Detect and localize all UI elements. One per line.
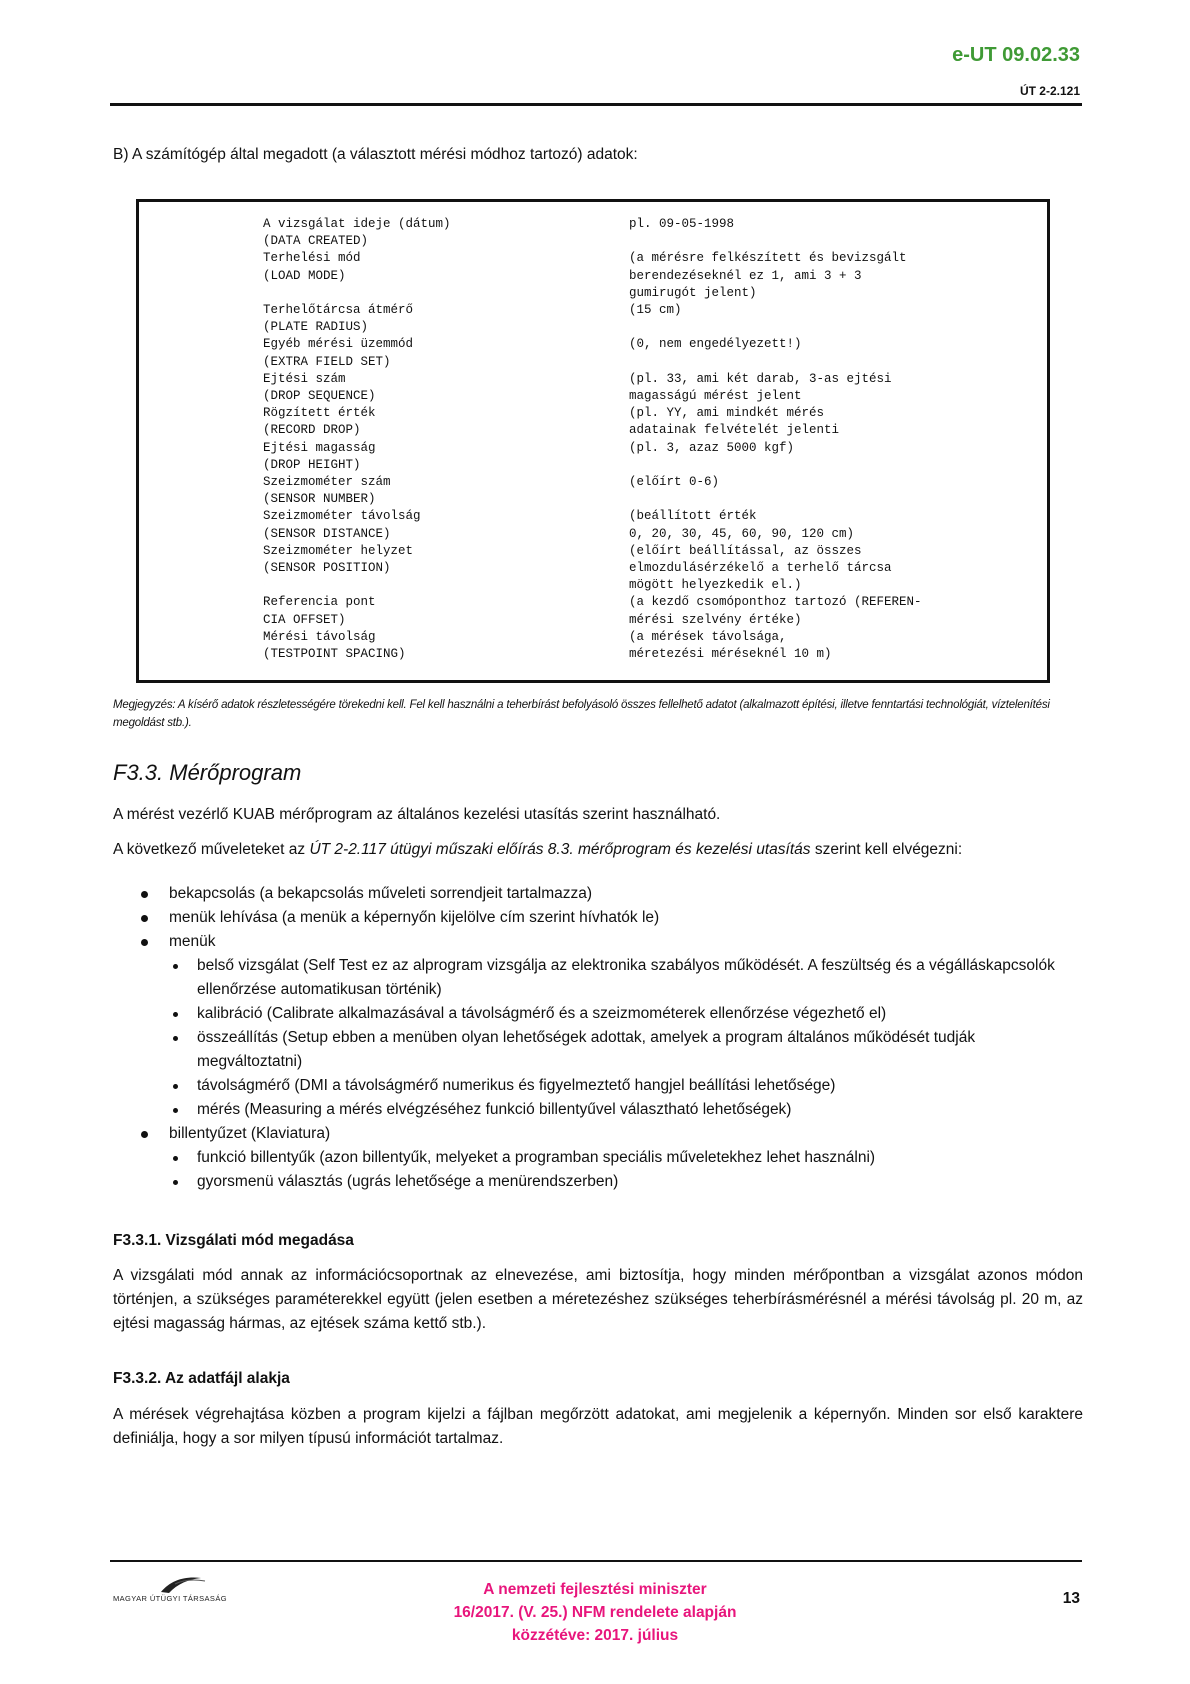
bullet-icon [141, 1131, 148, 1138]
field-name-cell: A vizsgálat ideje (dátum) [263, 217, 451, 231]
paragraph-2-after: szerint kell elvégezni: [810, 841, 963, 858]
field-value-cell: adatainak felvételét jelenti [629, 423, 840, 438]
header-divider [110, 103, 1082, 106]
list-item [113, 882, 1083, 906]
table-row [263, 371, 922, 388]
table-row [263, 285, 922, 302]
field-name-cell: Ejtési szám [263, 371, 346, 386]
table-row [263, 354, 922, 371]
list-item [113, 1122, 1083, 1194]
field-name-cell: Terhelőtárcsa átmérő [263, 303, 414, 318]
menu-sublist [169, 954, 1083, 1122]
paragraph-2 [113, 838, 1083, 862]
page-number: 13 [1062, 1590, 1080, 1607]
field-name-cell: (EXTRA FIELD SET) [263, 354, 391, 369]
paragraph-2-before: A következő műveleteket az [113, 841, 310, 858]
standard-number: ÚT 2-2.121 [1019, 84, 1080, 98]
field-name-cell: Ejtési magasság [263, 440, 376, 455]
sublist-item [169, 1002, 1083, 1026]
field-value-cell: (előírt 0-6) [629, 475, 720, 490]
field-name-cell: Egyéb mérési üzemmód [263, 337, 414, 352]
field-name-cell: CIA OFFSET) [263, 612, 346, 627]
field-value-cell [629, 457, 922, 474]
bullet-icon [173, 1084, 178, 1089]
publication-line-1: A nemzeti fejlesztési miniszter [483, 1581, 707, 1598]
field-name-cell: Terhelési mód [263, 251, 361, 266]
intro-text: B) A számítógép által megadott (a választott mérési módhoz tartozó) adatok: [113, 146, 638, 163]
sublist-item [169, 1146, 1083, 1170]
field-value-cell: mérési szelvény értéke) [629, 612, 802, 627]
table-row [263, 319, 922, 336]
sublist-item [169, 954, 1083, 1002]
subsection-text-1: A vizsgálati mód annak az információcsoportnak az elnevezése, ami biztosítja, hogy minden mérőpontban a vizsgálat azonos módon történjen, a szükséges paraméterekkel együtt (jelen esetben a méretezéshez szükséges teherbírásmérésnél a mérési távolság pl. 20 m, az ejtési magasság hármas, az ejtések száma kettő stb.). [113, 1267, 1083, 1332]
field-value-cell [629, 233, 922, 250]
section-title: F3.3. Mérőprogram [113, 760, 302, 785]
table-row [263, 422, 922, 439]
table-row [263, 508, 922, 525]
standard-reference: ÚT 2-2.117 útügyi műszaki előírás 8.3. mérőprogram és kezelési utasítás [309, 841, 811, 858]
field-name-cell: (SENSOR NUMBER) [263, 492, 376, 507]
keyboard-sublist [169, 1146, 1083, 1194]
table-row [263, 388, 922, 405]
bullet-icon [141, 939, 148, 946]
field-name-cell: (LOAD MODE) [263, 268, 346, 283]
note-text: Megjegyzés: A kísérő adatok részletességére törekedni kell. Fel kell használni a teherbírást befolyásoló összes fellelhető adatot (alkalmazott építési, illetve fenntartási technológiát, víztelenítési megoldást stb.). [113, 699, 1050, 729]
list-item-text: menük [169, 933, 216, 950]
sublist-item [169, 1098, 1083, 1122]
subsection-title-1: F3.3.1. Vizsgálati mód megadása [113, 1232, 354, 1249]
field-value-cell: gumirugót jelent) [629, 285, 757, 300]
table-row [263, 594, 922, 611]
publication-line-3: közzétéve: 2017. július [511, 1627, 679, 1644]
subsection-title-2: F3.3.2. Az adatfájl alakja [113, 1370, 290, 1387]
field-value-cell [629, 354, 922, 371]
sublist-item-text: gyorsmenü választás (ugrás lehetősége a menürendszerben) [197, 1173, 619, 1190]
table-row [263, 268, 922, 285]
field-value-cell [629, 319, 922, 336]
bullet-icon [173, 1108, 178, 1113]
field-value-cell: (beállított érték [629, 509, 757, 524]
table-row [263, 250, 922, 267]
field-value-cell: berendezéseknél ez 1, ami 3 + 3 [629, 268, 862, 283]
field-value-cell: elmozdulásérzékelő a terhelő tárcsa [629, 561, 892, 576]
sublist-item-text: belső vizsgálat (Self Test ez az alprogram vizsgálja az elektronika szabályos működését. A feszültség és a végálláskapcsolók ellenőrzése automatikusan történik) [197, 957, 1055, 998]
sublist-item-text: funkció billentyűk (azon billentyűk, melyeket a programban speciális műveletekhez lehet használni) [197, 1149, 876, 1166]
field-value-cell: (0, nem engedélyezett!) [629, 337, 802, 352]
table-row [263, 612, 922, 629]
field-name-cell: (PLATE RADIUS) [263, 320, 369, 335]
field-value-cell: 0, 20, 30, 45, 60, 90, 120 cm) [629, 526, 855, 541]
field-value-cell: (a mérések távolsága, [629, 629, 787, 644]
field-name-cell: Szeizmométer helyzet [263, 543, 414, 558]
subsection-text-2: A mérések végrehajtása közben a program kijelzi a fájlban megőrzött adatokat, ami megjelenik a képernyőn. Minden sor első karaktere definiálja, hogy a sor milyen típusú információt tartalmaz. [113, 1406, 1083, 1447]
paragraph-1: A mérést vezérlő KUAB mérőprogram az általános kezelési utasítás szerint használható. [113, 806, 721, 823]
field-name-cell: Referencia pont [263, 595, 376, 610]
list-item-text: billentyűzet (Klaviatura) [169, 1125, 331, 1142]
list-item-text: menük lehívása (a menük a képernyőn kijelölve cím szerint hívhatók le) [169, 909, 660, 926]
field-name-cell: Szeizmométer távolság [263, 509, 421, 524]
table-row [263, 336, 922, 353]
bullet-icon [173, 1156, 178, 1161]
operations-list [113, 882, 1083, 1194]
field-name-cell: (DATA CREATED) [263, 234, 369, 249]
table-row [263, 233, 922, 250]
field-value-cell: (pl. YY, ami mindkét mérés [629, 406, 825, 421]
field-value-cell: (a kezdő csomóponthoz tartozó (REFEREN- [629, 595, 922, 610]
field-value-cell: (pl. 33, ami két darab, 3-as ejtési [629, 371, 892, 386]
table-row [263, 302, 922, 319]
table-row [263, 560, 922, 577]
table-row [263, 474, 922, 491]
computer-data-box [136, 199, 1050, 683]
field-name-cell: (RECORD DROP) [263, 423, 361, 438]
table-row [263, 491, 922, 508]
table-row [263, 629, 922, 646]
table-row [263, 457, 922, 474]
bullet-icon [141, 915, 148, 922]
field-value-cell: magasságú mérést jelent [629, 389, 802, 404]
list-item-text: bekapcsolás (a bekapcsolás műveleti sorrendjeit tartalmazza) [169, 885, 593, 902]
bullet-icon [173, 1012, 178, 1017]
table-row [263, 646, 922, 663]
field-value-cell: méretezési méréseknél 10 m) [629, 647, 832, 662]
table-row [263, 216, 922, 233]
field-value-cell [629, 491, 922, 508]
sublist-item [169, 1074, 1083, 1098]
sublist-item-text: kalibráció (Calibrate alkalmazásával a távolságmérő és a szeizmométerek ellenőrzése végezhető el) [197, 1005, 887, 1022]
table-row [263, 526, 922, 543]
bullet-icon [141, 891, 148, 898]
sublist-item-text: mérés (Measuring a mérés elvégzéséhez funkció billentyűvel választható lehetőségek) [197, 1101, 792, 1118]
list-item [113, 930, 1083, 1122]
field-name-cell: (DROP SEQUENCE) [263, 389, 376, 404]
list-item [113, 906, 1083, 930]
field-name-cell: (SENSOR DISTANCE) [263, 526, 391, 541]
field-value-cell: pl. 09-05-1998 [629, 217, 735, 231]
publication-note [0, 1578, 1190, 1647]
bullet-icon [173, 964, 178, 969]
field-name-cell: Szeizmométer szám [263, 475, 391, 490]
field-value-cell: (15 cm) [629, 303, 682, 318]
field-name-cell: (SENSOR POSITION) [263, 561, 391, 576]
field-value-cell: (a mérésre felkészített és bevizsgált [629, 251, 907, 266]
field-value-cell: (előírt beállítással, az összes [629, 543, 862, 558]
sublist-item [169, 1170, 1083, 1194]
table-row [263, 405, 922, 422]
field-name-cell: Mérési távolság [263, 629, 376, 644]
bullet-icon [173, 1180, 178, 1185]
table-row [263, 440, 922, 457]
field-value-cell: mögött helyezkedik el.) [629, 578, 802, 593]
computer-data-table [263, 216, 922, 663]
sublist-item-text: távolságmérő (DMI a távolságmérő numerikus és figyelmeztető hangjel beállítási lehetősége) [197, 1077, 836, 1094]
table-row [263, 543, 922, 560]
bullet-icon [173, 1036, 178, 1041]
field-name-cell: (TESTPOINT SPACING) [263, 647, 406, 662]
field-name-cell [263, 577, 629, 594]
footer-divider [110, 1560, 1082, 1562]
field-name-cell [263, 285, 629, 302]
document-code: e-UT 09.02.33 [952, 44, 1080, 66]
field-value-cell: (pl. 3, azaz 5000 kgf) [629, 440, 795, 455]
sublist-item [169, 1026, 1083, 1074]
field-name-cell: Rögzített érték [263, 406, 376, 421]
table-row [263, 577, 922, 594]
sublist-item-text: összeállítás (Setup ebben a menüben olyan lehetőségek adottak, amelyek a program általános működését tudják megváltoztatni) [197, 1029, 976, 1070]
field-name-cell: (DROP HEIGHT) [263, 457, 361, 472]
publication-line-2: 16/2017. (V. 25.) NFM rendelete alapján [453, 1604, 737, 1621]
logo-text: MAGYAR ÚTÜGYI TÁRSASÁG [113, 1594, 227, 1603]
